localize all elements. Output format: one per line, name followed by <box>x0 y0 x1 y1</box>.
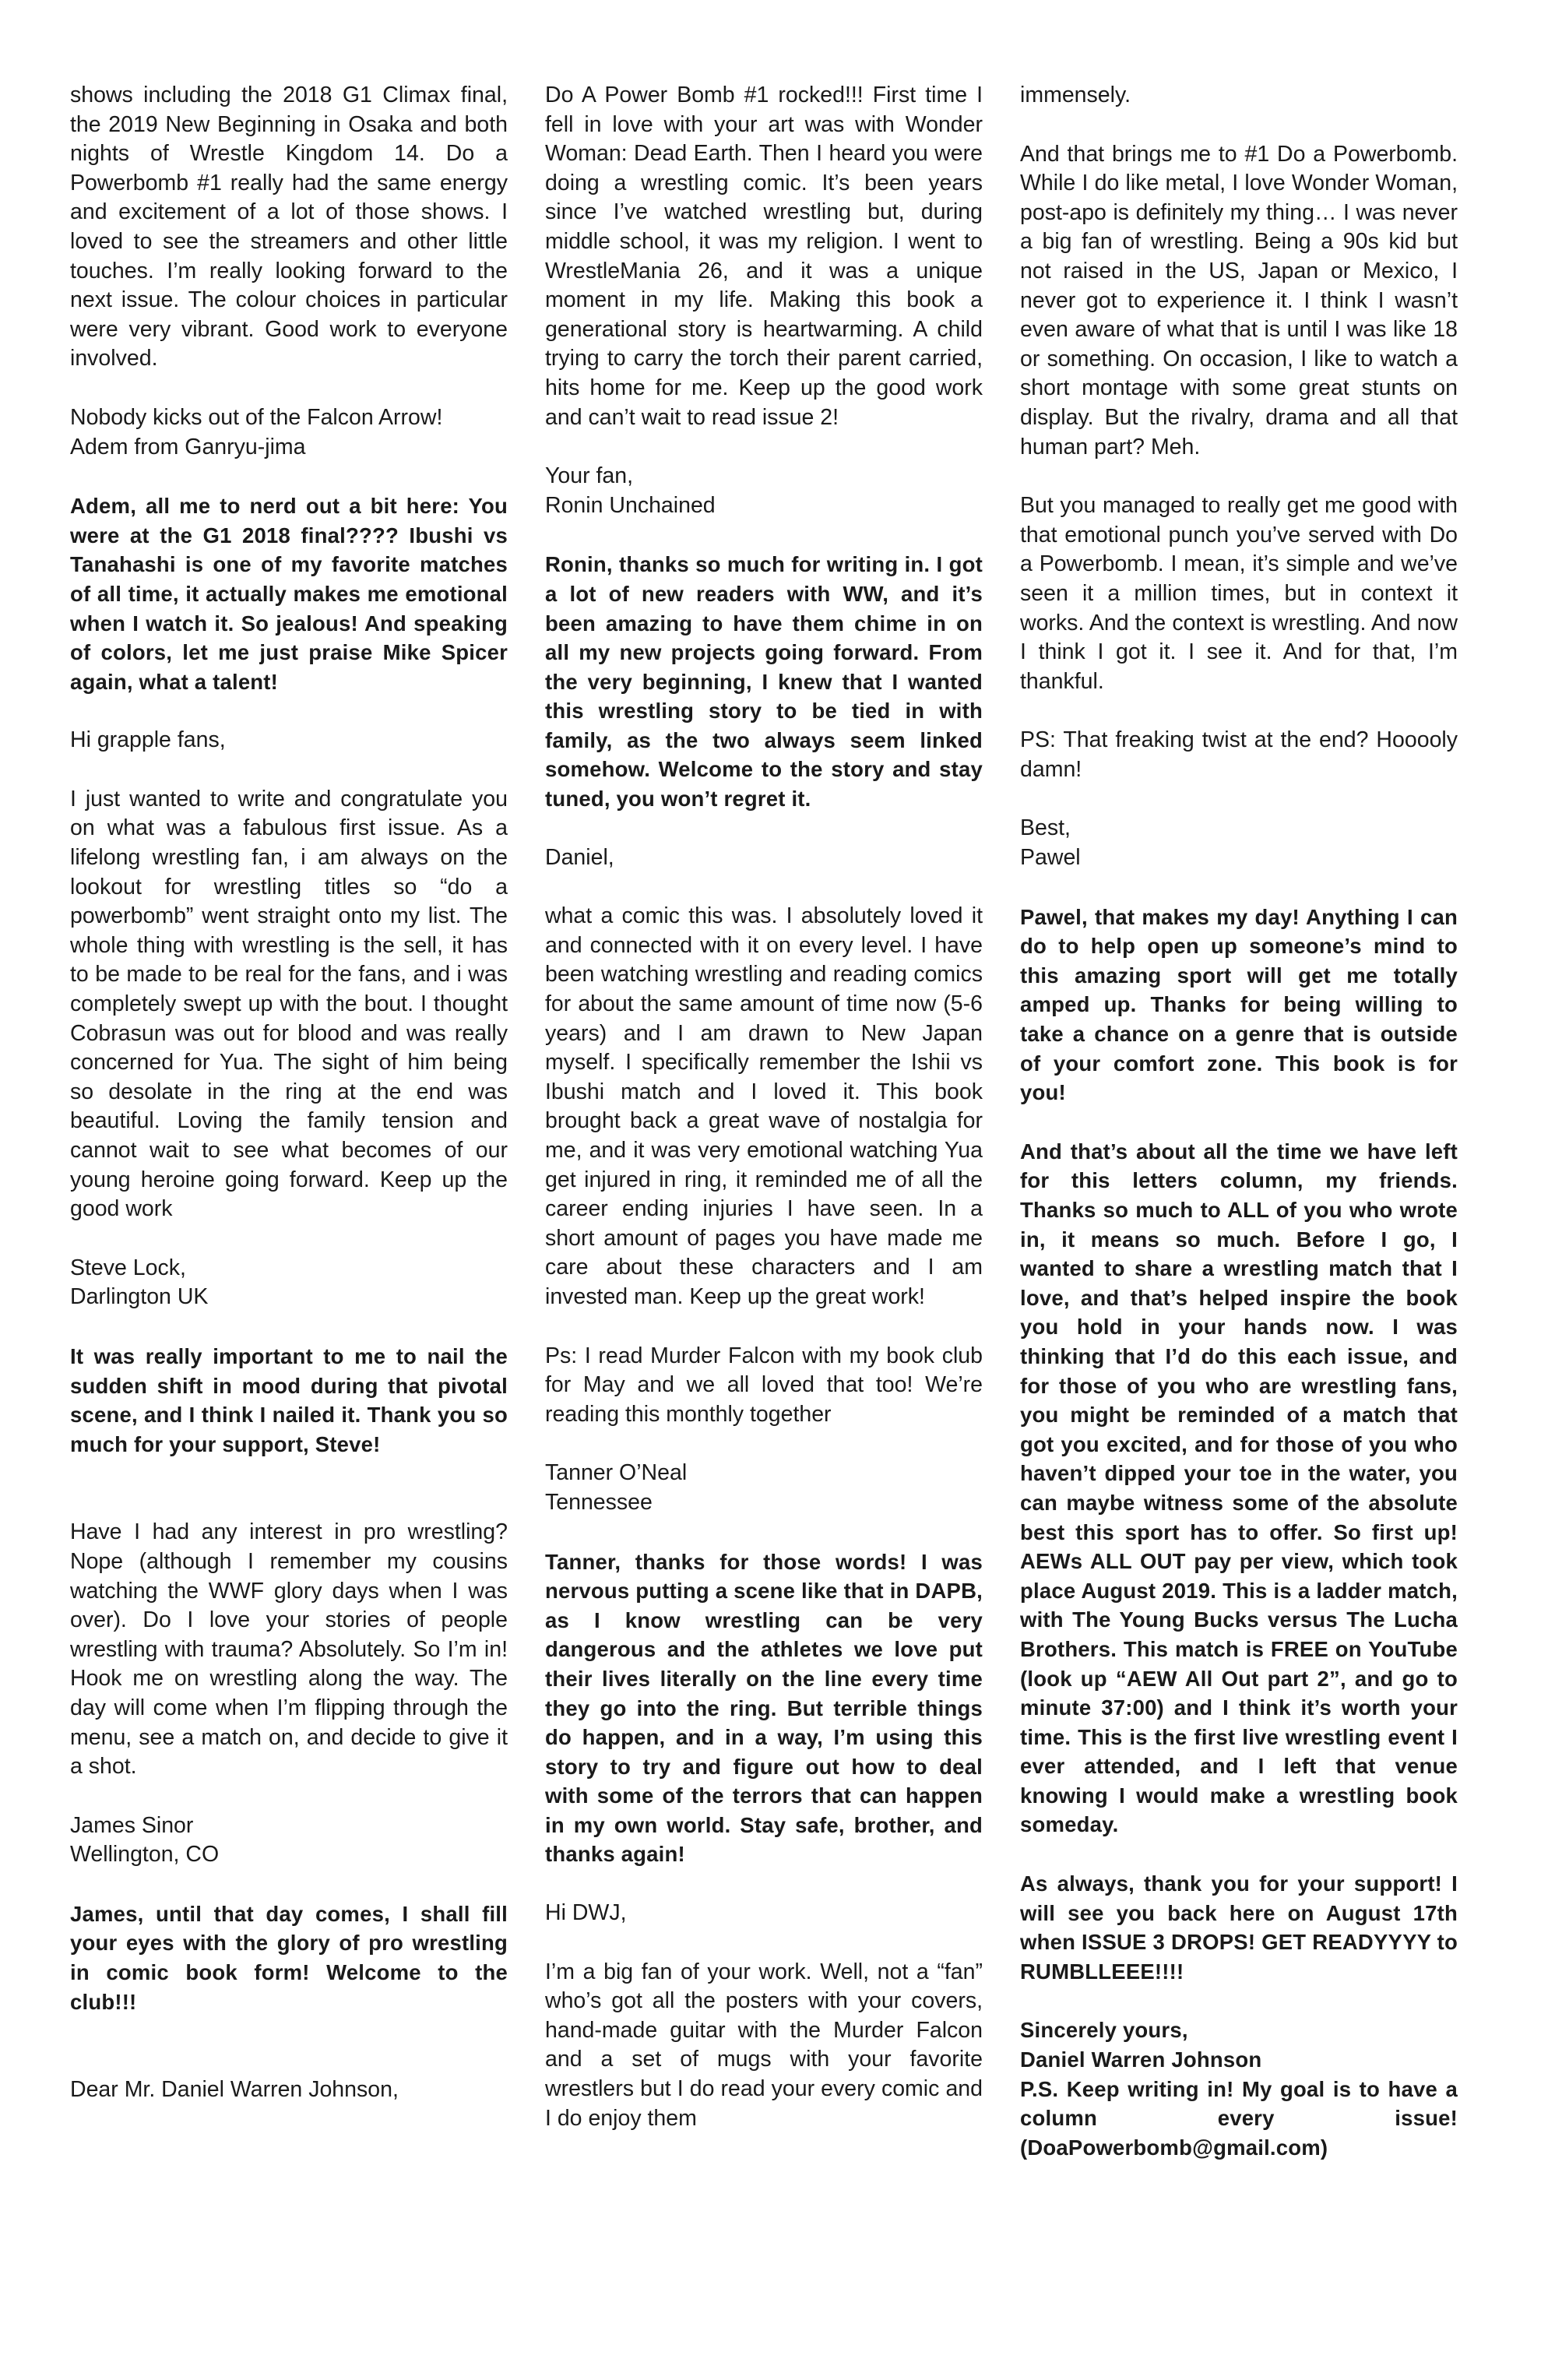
letter-paragraph: But you managed to really get me good with that emotional punch you’ve served with Do a Powerbomb. I mean, it’s simple and we’ve seen it a million times, but in context it works. And the context is wrestling. And now I think I got it. I see it. And for that, I’m thankful. <box>1020 493 1458 694</box>
letter-signature: Tanner O’Neal Tennessee <box>545 1460 688 1515</box>
editor-reply-paragraph: Sincerely yours, Daniel Warren Johnson P.S. Keep writing in! My goal is to have a column every issue! (DoaPowerbomb@gmail.com) <box>1020 2018 1458 2160</box>
letter-signature: Dear Mr. Daniel Warren Johnson, <box>70 2077 399 2103</box>
column-left <box>70 81 508 2340</box>
letter-signature: Daniel, <box>545 844 614 870</box>
editor-reply-paragraph: Ronin, thanks so much for writing in. I got a lot of new readers with WW, and it’s been amazing to have them chime in on all my new projects going forward. From the very beginning, I knew that I wanted this wrestling story to be tied in with family, as the two always seem linked somehow. Welcome to the story and stay tuned, you won’t regret it. <box>545 552 983 812</box>
letter-signature: Hi DWJ, <box>545 1900 627 1926</box>
editor-reply-paragraph: It was really important to me to nail the sudden shift in mood during that pivotal scene, and I think I nailed it. Thank you so much for your support, Steve! <box>70 1343 508 1456</box>
letter-paragraph: I just wanted to write and congratulate you on what was a fabulous first issue. As a lifelong wrestling fan, i am always on the lookout for wrestling titles so “do a powerbomb” went straight onto my list. The whole thing with wrestling is the sell, it has to be made to be real for the fans, and i was completely swept up with the bout. I thought Cobrasun was out for blood and was really concerned for Yua. The sight of him being so desolate in the ring at the end was beautiful. Loving the family tension and cannot wait to see what becomes of our young heroine going forward. Keep up the good work <box>70 786 508 1222</box>
editor-reply-paragraph: Pawel, that makes my day! Anything I can do to help open up someone’s mind to this amazing sport will get me totally amped up. Thanks for being willing to take a chance on a genre that is outside of your comfort zone. This book is for you! <box>1020 904 1458 1105</box>
letter-paragraph: Do A Power Bomb #1 rocked!!! First time I fell in love with your art was with Wonder Woman: Dead Earth. Then I heard you were doing a wrestling comic. It’s been years since I’ve watched wrestling but, during middle school, it was my religion. I went to WrestleMania 26, and it was a unique moment in my life. Making this book a generational story is heartwarming. A child trying to carry the torch their parent carried, hits home for me. Keep up the good work and can’t wait to read issue 2! <box>545 83 983 430</box>
editor-reply-paragraph: James, until that day comes, I shall fill your eyes with the glory of pro wrestling in comic book form! Welcome to the club!!! <box>70 1901 508 2014</box>
editor-reply-paragraph: Tanner, thanks for those words! I was nervous putting a scene like that in DAPB, as I know wrestling can be very dangerous and the athletes we love put their lives literally on the line every time they go into the ring. But terrible things do happen, and in a way, I’m using this story to try and figure out how to deal with some of the terrors that can happen in my own world. Stay safe, brother, and thanks again! <box>545 1549 983 1867</box>
column-right <box>1020 81 1458 2340</box>
editor-reply-paragraph: Adem, all me to nerd out a bit here: You were at the G1 2018 final???? Ibushi vs Tanahashi is one of my favorite matches of all time, it actually makes me emotional when I watch it. So jealous! And speaking of colors, let me just praise Mike Spicer again, what a talent! <box>70 494 508 694</box>
letter-signature: Hi grapple fans, <box>70 727 226 753</box>
letter-paragraph: And that brings me to #1 Do a Powerbomb. While I do like metal, I love Wonder Woman, post-apo is definitely my thing… I was never a big fan of wrestling. Being a 90s kid but not raised in the US, Japan or Mexico, I never got to experience it. I think I wasn’t even aware of what that is until I was like 18 or something. On occasion, I like to watch a short montage with some great stunts on display. But the rivalry, drama and all that human part? Meh. <box>1020 141 1458 459</box>
letter-paragraph: Have I had any interest in pro wrestling? Nope (although I remember my cousins watching the WWF glory days when I was over). Do I love your stories of people wrestling with trauma? Absolutely. So I’m in! Hook me on wrestling along the way. The day will come when I’m flipping through the menu, see a match on, and decide to give it a shot. <box>70 1519 508 1780</box>
editor-reply-paragraph: As always, thank you for your support! I will see you back here on August 17th when ISSUE 3 DROPS! GET READYYYY to RUMBLLEEE!!!! <box>1020 1871 1458 1984</box>
letter-signature: James Sinor Wellington, CO <box>70 1812 220 1868</box>
letter-signature: Best, Pawel <box>1020 815 1081 871</box>
letter-paragraph: Ps: I read Murder Falcon with my book club for May and we all loved that too! We’re reading this monthly together <box>545 1343 983 1427</box>
letter-signature: Your fan, Ronin Unchained <box>545 463 716 518</box>
letter-paragraph: what a comic this was. I absolutely loved it and connected with it on every level. I have been watching wrestling and reading comics for about the same amount of time now (5-6 years) and I am drawn to New Japan myself. I specifically remember the Ishii vs Ibushi match and I loved it. This book brought back a great wave of nostalgia for me, and it was very emotional watching Yua get injured in ring, it reminded me of all the career ending injuries I have seen. In a short amount of pages you have made me care about these characters and I am invested man. Keep up the great work! <box>545 903 983 1309</box>
letter-paragraph: I’m a big fan of your work. Well, not a “fan” who’s got all the posters with your covers, hand-made guitar with the Murder Falcon and a set of mugs with your favorite wrestlers but I do read your every comic and I do enjoy them <box>545 1959 983 2131</box>
letter-signature: Steve Lock, Darlington UK <box>70 1255 209 1310</box>
letter-paragraph: PS: That freaking twist at the end? Hooooly damn! <box>1020 727 1458 782</box>
letter-signature: Nobody kicks out of the Falcon Arrow! Adem from Ganryu-jima <box>70 404 443 459</box>
letter-signature: immensely. <box>1020 83 1131 107</box>
letter-paragraph: shows including the 2018 G1 Climax final, the 2019 New Beginning in Osaka and both nights of Wrestle Kingdom 14. Do a Powerbomb #1 really had the same energy and excitement of a lot of those shows. I loved to see the streamers and other little touches. I’m really looking forward to the next issue. The colour choices in particular were very vibrant. Good work to everyone involved. <box>70 83 508 371</box>
editor-reply-paragraph: And that’s about all the time we have left for this letters column, my friends. Thanks so much to ALL of you who wrote in, it means so much. Before I go, I wanted to share a wrestling match that I love, and that’s helped inspire the book you hold in your hands now. I was thinking that I’d do this each issue, and for those of you who are wrestling fans, you might be reminded of a match that got you excited, and for those of you who haven’t dipped your toe in the water, you can maybe witness some of the absolute best this sport has to offer. So first up! AEWs ALL OUT pay per view, which took place August 2019. This is a ladder match, with The Young Bucks versus The Lucha Brothers. This match is FREE on YouTube (look up “AEW All Out part 2”, and go to minute 37:00) and I think it’s worth your time. This is the first live wrestling event I ever attended, and I left that venue knowing I would make a wrestling book someday. <box>1020 1139 1458 1837</box>
column-middle <box>545 81 983 2340</box>
